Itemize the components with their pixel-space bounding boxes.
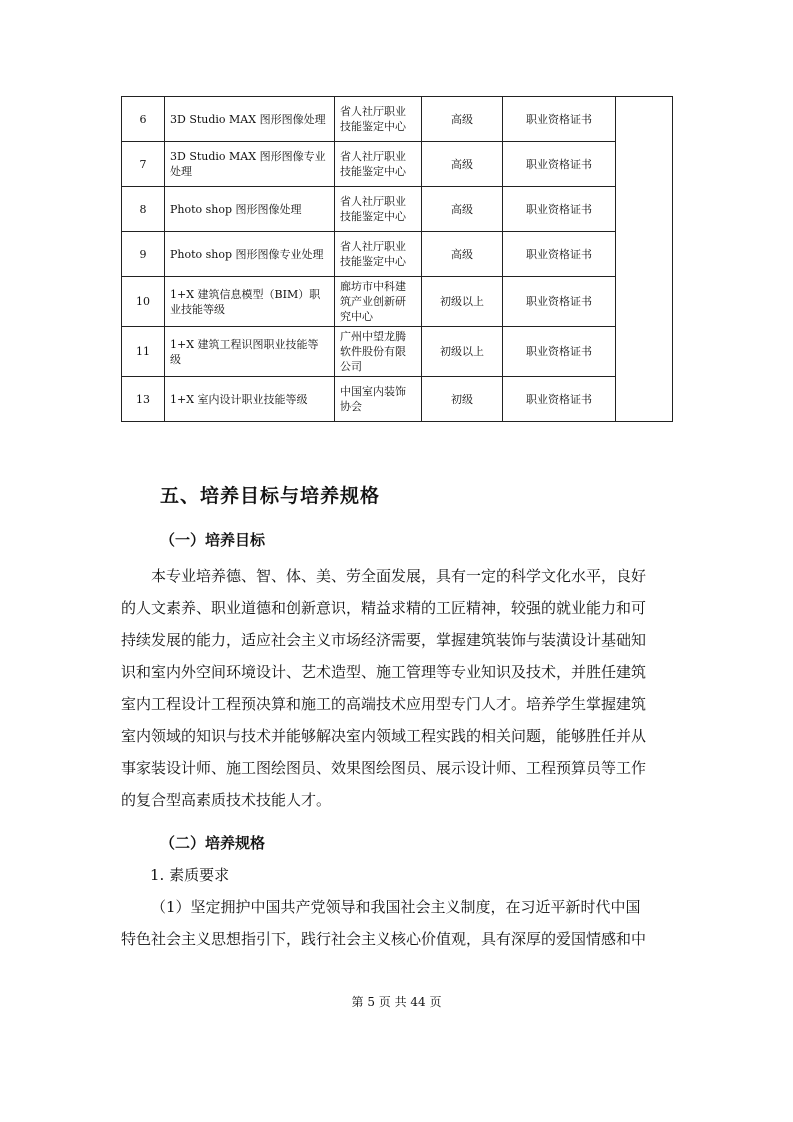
subsection-heading-goals: （一）培养目标 <box>160 531 266 549</box>
certificate-type: 职业资格证书 <box>503 187 616 232</box>
subsection-heading-specs: （二）培养规格 <box>160 834 266 852</box>
certificate-level: 高级 <box>422 187 503 232</box>
certificate-level: 初级以上 <box>422 277 503 327</box>
quality-paragraph <box>121 891 673 955</box>
issuing-organization: 廊坊市中科建筑产业创新研究中心 <box>335 277 422 327</box>
paragraph-line: 的复合型高素质技术技能人才。 <box>121 791 332 809</box>
page-footer: 第 5 页 共 44 页 <box>351 995 442 1009</box>
certificate-level: 初级以上 <box>422 327 503 377</box>
table-row <box>122 327 673 377</box>
table-row <box>122 232 673 277</box>
paragraph-line: 识和室内外空间环境设计、艺术造型、施工管理等专业知识及技术，并胜任建筑 <box>121 663 647 681</box>
certificate-type: 职业资格证书 <box>503 377 616 422</box>
issuing-organization: 省人社厅职业技能鉴定中心 <box>335 187 422 232</box>
paragraph-line: 特色社会主义思想指引下，践行社会主义核心价值观，具有深厚的爱国情感和中 <box>121 930 647 948</box>
paragraph-line: 本专业培养德、智、体、美、劳全面发展，具有一定的科学文化水平，良好 <box>151 567 647 585</box>
row-number: 10 <box>122 277 165 327</box>
certificate-name: Photo shop 图形图像处理 <box>165 187 335 232</box>
paragraph-line: （1）坚定拥护中国共产党领导和我国社会主义制度，在习近平新时代中国 <box>151 898 641 916</box>
issuing-organization: 省人社厅职业技能鉴定中心 <box>335 142 422 187</box>
row-number: 8 <box>122 187 165 232</box>
issuing-organization: 广州中望龙腾软件股份有限公司 <box>335 327 422 377</box>
row-number: 9 <box>122 232 165 277</box>
list-item-quality-requirements: 1. 素质要求 <box>150 866 230 884</box>
certificate-name: Photo shop 图形图像专业处理 <box>165 232 335 277</box>
certificate-type: 职业资格证书 <box>503 232 616 277</box>
certificate-type: 职业资格证书 <box>503 97 616 142</box>
row-number: 7 <box>122 142 165 187</box>
row-number: 11 <box>122 327 165 377</box>
certificate-name: 1+X 建筑工程识图职业技能等级 <box>165 327 335 377</box>
certificate-type: 职业资格证书 <box>503 277 616 327</box>
section-heading: 五、培养目标与培养规格 <box>160 485 381 507</box>
paragraph-line: 事家装设计师、施工图绘图员、效果图绘图员、展示设计师、工程预算员等工作 <box>121 759 647 777</box>
row-number: 6 <box>122 97 165 142</box>
certificate-name: 1+X 室内设计职业技能等级 <box>165 377 335 422</box>
certificate-name: 1+X 建筑信息模型（BIM）职业技能等级 <box>165 277 335 327</box>
goals-paragraph <box>121 560 673 816</box>
certificate-table <box>121 96 673 422</box>
table-row <box>122 377 673 422</box>
table-row <box>122 277 673 327</box>
table-row <box>122 142 673 187</box>
paragraph-line: 室内工程设计工程预决算和施工的高端技术应用型专门人才。培养学生掌握建筑 <box>121 695 647 713</box>
table-row <box>122 97 673 142</box>
certificate-type: 职业资格证书 <box>503 327 616 377</box>
row-number: 13 <box>122 377 165 422</box>
merged-blank-cell <box>616 97 673 422</box>
paragraph-line: 室内领域的知识与技术并能够解决室内领域工程实践的相关问题，能够胜任并从 <box>121 727 647 745</box>
issuing-organization: 省人社厅职业技能鉴定中心 <box>335 232 422 277</box>
issuing-organization: 省人社厅职业技能鉴定中心 <box>335 97 422 142</box>
certificate-level: 高级 <box>422 232 503 277</box>
certificate-level: 高级 <box>422 97 503 142</box>
paragraph-line: 的人文素养、职业道德和创新意识，精益求精的工匠精神，较强的就业能力和可 <box>121 599 647 617</box>
certificate-type: 职业资格证书 <box>503 142 616 187</box>
certificate-name: 3D Studio MAX 图形图像专业处理 <box>165 142 335 187</box>
paragraph-line: 持续发展的能力，适应社会主义市场经济需要，掌握建筑装饰与装潢设计基础知 <box>121 631 647 649</box>
certificate-level: 初级 <box>422 377 503 422</box>
issuing-organization: 中国室内装饰协会 <box>335 377 422 422</box>
table-row <box>122 187 673 232</box>
certificate-table-body <box>122 97 673 422</box>
certificate-level: 高级 <box>422 142 503 187</box>
certificate-name: 3D Studio MAX 图形图像处理 <box>165 97 335 142</box>
